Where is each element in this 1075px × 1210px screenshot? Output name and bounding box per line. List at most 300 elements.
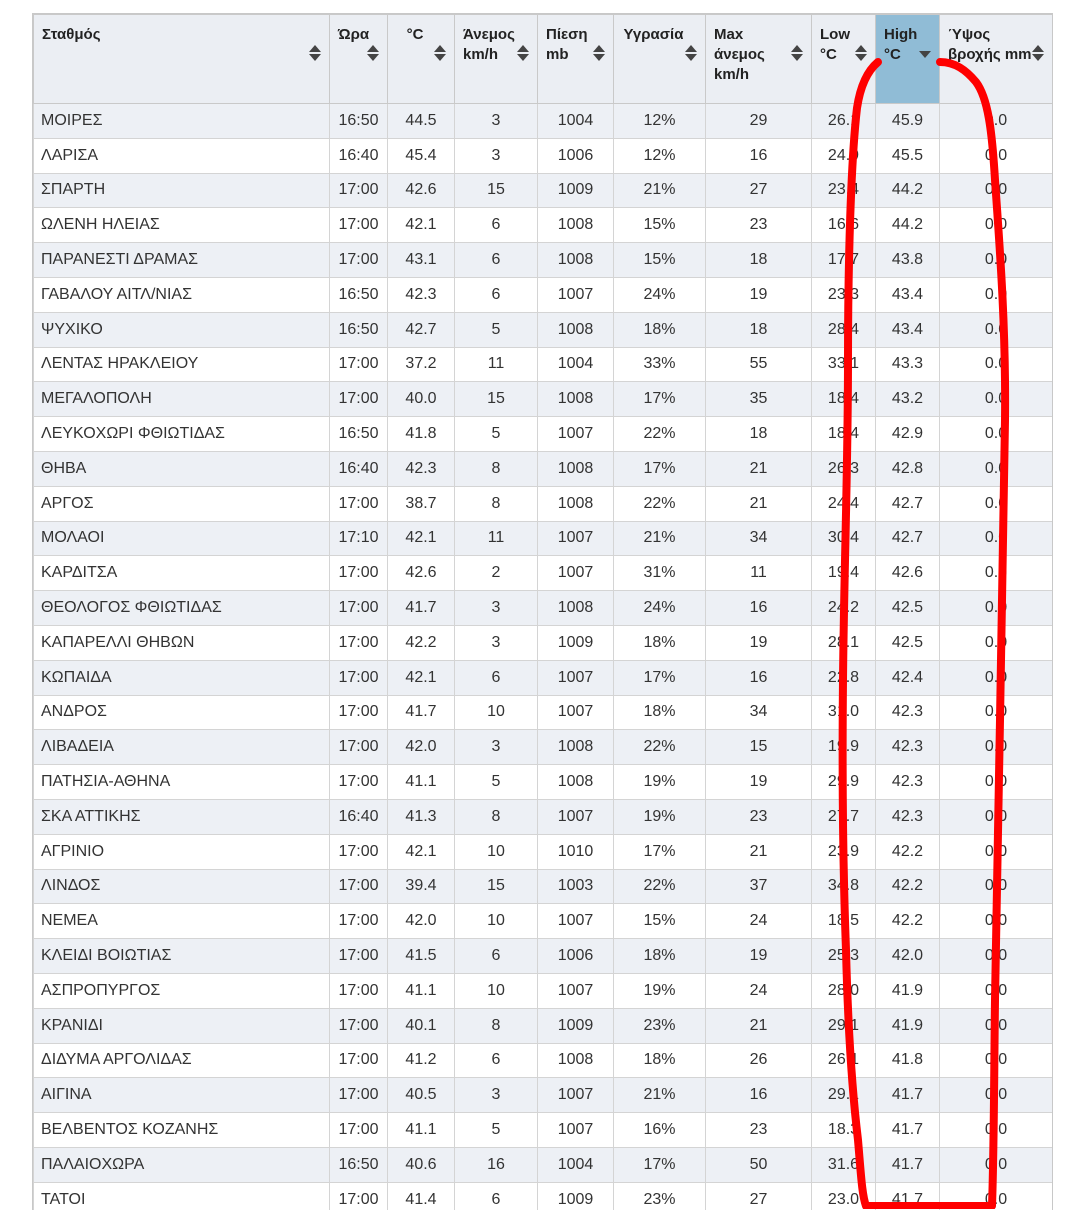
cell-pressure: 1004 [538, 1147, 614, 1182]
cell-rain: 0.0 [940, 625, 1053, 660]
cell-low: 28.4 [812, 312, 876, 347]
cell-rain: 0.0 [940, 904, 1053, 939]
cell-rain: 0.0 [940, 799, 1053, 834]
cell-max-wind: 16 [706, 660, 812, 695]
cell-humidity: 16% [614, 1113, 706, 1148]
cell-temp: 41.5 [388, 939, 455, 974]
sort-icon [434, 45, 446, 63]
table-row [34, 173, 1053, 208]
cell-high: 41.8 [876, 1043, 940, 1078]
cell-wind: 5 [455, 765, 538, 800]
cell-low: 29.1 [812, 1008, 876, 1043]
cell-temp: 41.7 [388, 695, 455, 730]
cell-max-wind: 18 [706, 417, 812, 452]
cell-station: ΜΟΛΑΟΙ [34, 521, 330, 556]
cell-station: ΔΙΔΥΜΑ ΑΡΓΟΛΙΔΑΣ [34, 1043, 330, 1078]
cell-max-wind: 27 [706, 173, 812, 208]
table-row [34, 347, 1053, 382]
cell-time: 16:40 [330, 451, 388, 486]
cell-rain: 0.0 [940, 138, 1053, 173]
table-row [34, 208, 1053, 243]
column-header-temp[interactable] [388, 15, 455, 104]
cell-high: 41.9 [876, 973, 940, 1008]
weather-stations-table-container [32, 13, 1053, 1210]
cell-humidity: 21% [614, 1078, 706, 1113]
cell-time: 17:00 [330, 382, 388, 417]
cell-time: 17:00 [330, 660, 388, 695]
cell-max-wind: 19 [706, 625, 812, 660]
sort-icon [685, 45, 697, 63]
cell-wind: 15 [455, 382, 538, 417]
cell-time: 16:50 [330, 312, 388, 347]
table-row [34, 730, 1053, 765]
cell-station: ΑΣΠΡΟΠΥΡΓΟΣ [34, 973, 330, 1008]
cell-pressure: 1007 [538, 277, 614, 312]
cell-high: 41.7 [876, 1113, 940, 1148]
table-row [34, 695, 1053, 730]
cell-humidity: 19% [614, 973, 706, 1008]
table-row [34, 939, 1053, 974]
cell-wind: 6 [455, 208, 538, 243]
cell-pressure: 1006 [538, 138, 614, 173]
cell-station: ΒΕΛΒΕΝΤΟΣ ΚΟΖΑΝΗΣ [34, 1113, 330, 1148]
table-row [34, 382, 1053, 417]
cell-wind: 11 [455, 347, 538, 382]
cell-time: 16:50 [330, 417, 388, 452]
cell-station: ΜΟΙΡΕΣ [34, 104, 330, 139]
cell-rain: 0.0 [940, 834, 1053, 869]
cell-pressure: 1004 [538, 347, 614, 382]
cell-low: 22.8 [812, 660, 876, 695]
cell-humidity: 31% [614, 556, 706, 591]
cell-pressure: 1008 [538, 591, 614, 626]
cell-max-wind: 34 [706, 695, 812, 730]
cell-station: ΠΑΛΑΙΟΧΩΡΑ [34, 1147, 330, 1182]
cell-max-wind: 23 [706, 208, 812, 243]
cell-high: 43.4 [876, 312, 940, 347]
column-header-max-wind[interactable] [706, 15, 812, 104]
cell-low: 28.0 [812, 973, 876, 1008]
cell-temp: 45.4 [388, 138, 455, 173]
cell-pressure: 1008 [538, 208, 614, 243]
cell-low: 19.4 [812, 556, 876, 591]
cell-max-wind: 35 [706, 382, 812, 417]
cell-low: 27.7 [812, 799, 876, 834]
cell-rain: 0.0 [940, 521, 1053, 556]
cell-max-wind: 23 [706, 1113, 812, 1148]
cell-station: ΚΑΠΑΡΕΛΛΙ ΘΗΒΩΝ [34, 625, 330, 660]
cell-station: ΛΙΒΑΔΕΙΑ [34, 730, 330, 765]
cell-max-wind: 16 [706, 591, 812, 626]
cell-rain: 0.0 [940, 1182, 1053, 1210]
cell-wind: 6 [455, 1043, 538, 1078]
cell-pressure: 1008 [538, 243, 614, 278]
cell-high: 42.2 [876, 904, 940, 939]
cell-time: 16:40 [330, 138, 388, 173]
cell-high: 45.5 [876, 138, 940, 173]
cell-station: ΠΑΤΗΣΙΑ-ΑΘΗΝΑ [34, 765, 330, 800]
cell-temp: 39.4 [388, 869, 455, 904]
cell-wind: 15 [455, 173, 538, 208]
cell-rain: 0.0 [940, 1043, 1053, 1078]
cell-pressure: 1007 [538, 417, 614, 452]
cell-low: 33.1 [812, 347, 876, 382]
cell-rain: 0.0 [940, 486, 1053, 521]
cell-pressure: 1003 [538, 869, 614, 904]
sort-icon [1032, 45, 1044, 63]
cell-low: 26.3 [812, 451, 876, 486]
cell-rain: 0.0 [940, 312, 1053, 347]
cell-max-wind: 19 [706, 939, 812, 974]
cell-pressure: 1007 [538, 799, 614, 834]
cell-pressure: 1008 [538, 486, 614, 521]
cell-pressure: 1008 [538, 312, 614, 347]
column-header-label: Σταθμός [42, 25, 323, 45]
table-row [34, 243, 1053, 278]
cell-low: 18.4 [812, 382, 876, 417]
cell-pressure: 1008 [538, 1043, 614, 1078]
cell-pressure: 1007 [538, 695, 614, 730]
cell-rain: 0.0 [940, 173, 1053, 208]
cell-rain: 0.0 [940, 765, 1053, 800]
cell-temp: 41.4 [388, 1182, 455, 1210]
column-header-station[interactable] [34, 15, 330, 104]
cell-max-wind: 19 [706, 765, 812, 800]
cell-high: 42.3 [876, 799, 940, 834]
sort-icon [855, 45, 867, 63]
column-header-pressure[interactable] [538, 15, 614, 104]
cell-low: 17.7 [812, 243, 876, 278]
cell-high: 42.3 [876, 765, 940, 800]
cell-max-wind: 37 [706, 869, 812, 904]
cell-time: 16:40 [330, 799, 388, 834]
cell-temp: 40.0 [388, 382, 455, 417]
cell-max-wind: 24 [706, 904, 812, 939]
cell-wind: 2 [455, 556, 538, 591]
cell-station: ΤΑΤΟΙ [34, 1182, 330, 1210]
cell-rain: 0.0 [940, 347, 1053, 382]
cell-temp: 42.1 [388, 660, 455, 695]
cell-temp: 42.3 [388, 277, 455, 312]
cell-humidity: 15% [614, 243, 706, 278]
weather-stations-table [33, 14, 1053, 1210]
table-row [34, 1008, 1053, 1043]
cell-low: 18.3 [812, 1113, 876, 1148]
cell-high: 42.0 [876, 939, 940, 974]
cell-temp: 41.2 [388, 1043, 455, 1078]
cell-humidity: 22% [614, 869, 706, 904]
cell-temp: 41.1 [388, 765, 455, 800]
cell-station: ΠΑΡΑΝΕΣΤΙ ΔΡΑΜΑΣ [34, 243, 330, 278]
column-header-label: Πίεση mb [546, 25, 607, 65]
cell-rain: 0.0 [940, 939, 1053, 974]
cell-station: ΘΕΟΛΟΓΟΣ ΦΘΙΩΤΙΔΑΣ [34, 591, 330, 626]
table-row [34, 660, 1053, 695]
cell-time: 17:00 [330, 243, 388, 278]
cell-humidity: 19% [614, 765, 706, 800]
cell-wind: 3 [455, 591, 538, 626]
table-row [34, 521, 1053, 556]
cell-temp: 42.0 [388, 904, 455, 939]
cell-low: 26.1 [812, 104, 876, 139]
table-row [34, 312, 1053, 347]
cell-humidity: 17% [614, 1147, 706, 1182]
table-row [34, 591, 1053, 626]
cell-humidity: 24% [614, 277, 706, 312]
cell-rain: 0.0 [940, 556, 1053, 591]
column-header-humidity[interactable] [614, 15, 706, 104]
cell-temp: 42.6 [388, 173, 455, 208]
table-row [34, 104, 1053, 139]
cell-temp: 41.8 [388, 417, 455, 452]
cell-humidity: 21% [614, 521, 706, 556]
cell-max-wind: 55 [706, 347, 812, 382]
column-header-label: Ύψος βροχής mm [948, 25, 1046, 65]
column-header-wind[interactable] [455, 15, 538, 104]
cell-max-wind: 21 [706, 486, 812, 521]
cell-humidity: 17% [614, 834, 706, 869]
sort-icon [593, 45, 605, 63]
header-row [34, 15, 1053, 104]
column-header-label: Low °C [820, 25, 869, 65]
cell-max-wind: 26 [706, 1043, 812, 1078]
table-row [34, 486, 1053, 521]
table-body [34, 104, 1053, 1210]
cell-pressure: 1009 [538, 173, 614, 208]
cell-station: ΨΥΧΙΚΟ [34, 312, 330, 347]
sort-icon [309, 45, 321, 63]
cell-time: 17:00 [330, 1043, 388, 1078]
cell-humidity: 17% [614, 451, 706, 486]
cell-station: ΛΑΡΙΣΑ [34, 138, 330, 173]
cell-pressure: 1009 [538, 1008, 614, 1043]
cell-max-wind: 18 [706, 312, 812, 347]
cell-time: 17:00 [330, 208, 388, 243]
cell-rain: 0.0 [940, 730, 1053, 765]
column-header-rain[interactable] [940, 15, 1053, 104]
cell-low: 31.0 [812, 695, 876, 730]
cell-humidity: 18% [614, 695, 706, 730]
cell-wind: 16 [455, 1147, 538, 1182]
cell-rain: 0.0 [940, 591, 1053, 626]
cell-station: ΚΩΠΑΙΔΑ [34, 660, 330, 695]
cell-wind: 8 [455, 1008, 538, 1043]
table-row [34, 765, 1053, 800]
cell-max-wind: 15 [706, 730, 812, 765]
cell-wind: 15 [455, 869, 538, 904]
cell-station: ΑΝΔΡΟΣ [34, 695, 330, 730]
table-row [34, 1043, 1053, 1078]
cell-humidity: 33% [614, 347, 706, 382]
cell-low: 30.4 [812, 521, 876, 556]
cell-high: 42.3 [876, 695, 940, 730]
cell-temp: 42.7 [388, 312, 455, 347]
cell-wind: 3 [455, 730, 538, 765]
cell-rain: 0.0 [940, 277, 1053, 312]
sort-icon [367, 45, 379, 63]
cell-high: 43.3 [876, 347, 940, 382]
cell-humidity: 24% [614, 591, 706, 626]
cell-temp: 41.1 [388, 973, 455, 1008]
cell-station: ΛΕΝΤΑΣ ΗΡΑΚΛΕΙΟΥ [34, 347, 330, 382]
cell-high: 41.7 [876, 1182, 940, 1210]
cell-temp: 42.1 [388, 521, 455, 556]
cell-pressure: 1007 [538, 521, 614, 556]
cell-humidity: 17% [614, 660, 706, 695]
cell-humidity: 22% [614, 417, 706, 452]
cell-high: 42.5 [876, 625, 940, 660]
cell-time: 16:50 [330, 277, 388, 312]
cell-rain: 0.0 [940, 695, 1053, 730]
cell-time: 17:00 [330, 730, 388, 765]
cell-high: 41.9 [876, 1008, 940, 1043]
cell-rain: 0.0 [940, 1078, 1053, 1113]
cell-humidity: 18% [614, 939, 706, 974]
cell-low: 18.5 [812, 904, 876, 939]
cell-station: ΣΚΑ ΑΤΤΙΚΗΣ [34, 799, 330, 834]
cell-low: 18.4 [812, 417, 876, 452]
cell-humidity: 15% [614, 208, 706, 243]
cell-high: 41.7 [876, 1078, 940, 1113]
cell-station: ΑΡΓΟΣ [34, 486, 330, 521]
cell-wind: 6 [455, 939, 538, 974]
sort-descending-icon [919, 45, 931, 63]
cell-high: 42.2 [876, 869, 940, 904]
cell-humidity: 18% [614, 625, 706, 660]
table-row [34, 277, 1053, 312]
cell-wind: 10 [455, 695, 538, 730]
table-row [34, 834, 1053, 869]
cell-wind: 6 [455, 660, 538, 695]
cell-rain: 0.0 [940, 660, 1053, 695]
cell-pressure: 1007 [538, 1078, 614, 1113]
cell-pressure: 1008 [538, 382, 614, 417]
cell-station: ΚΛΕΙΔΙ ΒΟΙΩΤΙΑΣ [34, 939, 330, 974]
cell-rain: 0.0 [940, 1147, 1053, 1182]
cell-rain: 0.0 [940, 243, 1053, 278]
cell-high: 42.7 [876, 486, 940, 521]
cell-pressure: 1007 [538, 660, 614, 695]
cell-time: 17:00 [330, 1078, 388, 1113]
sort-icon [791, 45, 803, 63]
cell-rain: 0.0 [940, 869, 1053, 904]
cell-max-wind: 11 [706, 556, 812, 591]
cell-humidity: 12% [614, 104, 706, 139]
column-header-label: Max άνεμος km/h [714, 25, 805, 85]
cell-max-wind: 27 [706, 1182, 812, 1210]
cell-low: 29.9 [812, 765, 876, 800]
cell-pressure: 1008 [538, 765, 614, 800]
table-row [34, 556, 1053, 591]
cell-temp: 42.3 [388, 451, 455, 486]
cell-high: 41.7 [876, 1147, 940, 1182]
cell-pressure: 1004 [538, 104, 614, 139]
cell-station: ΝΕΜΕΑ [34, 904, 330, 939]
column-header-time[interactable] [330, 15, 388, 104]
table-row [34, 138, 1053, 173]
cell-temp: 42.6 [388, 556, 455, 591]
column-header-low[interactable] [812, 15, 876, 104]
cell-low: 28.1 [812, 625, 876, 660]
cell-high: 42.4 [876, 660, 940, 695]
cell-wind: 3 [455, 1078, 538, 1113]
cell-low: 23.3 [812, 277, 876, 312]
cell-pressure: 1009 [538, 1182, 614, 1210]
cell-station: ΑΙΓΙΝΑ [34, 1078, 330, 1113]
cell-max-wind: 34 [706, 521, 812, 556]
cell-humidity: 15% [614, 904, 706, 939]
cell-wind: 6 [455, 1182, 538, 1210]
cell-time: 17:00 [330, 556, 388, 591]
cell-low: 23.0 [812, 1182, 876, 1210]
cell-time: 17:00 [330, 765, 388, 800]
table-row [34, 869, 1053, 904]
cell-max-wind: 24 [706, 973, 812, 1008]
cell-humidity: 22% [614, 486, 706, 521]
cell-wind: 6 [455, 277, 538, 312]
cell-low: 19.9 [812, 730, 876, 765]
cell-wind: 3 [455, 138, 538, 173]
cell-rain: 0.0 [940, 1008, 1053, 1043]
cell-wind: 10 [455, 973, 538, 1008]
cell-station: ΚΡΑΝΙΔΙ [34, 1008, 330, 1043]
cell-low: 34.8 [812, 869, 876, 904]
cell-station: ΛΕΥΚΟΧΩΡΙ ΦΘΙΩΤΙΔΑΣ [34, 417, 330, 452]
cell-time: 17:10 [330, 521, 388, 556]
cell-high: 44.2 [876, 208, 940, 243]
cell-wind: 3 [455, 104, 538, 139]
cell-high: 42.9 [876, 417, 940, 452]
cell-high: 42.5 [876, 591, 940, 626]
cell-wind: 11 [455, 521, 538, 556]
cell-time: 17:00 [330, 347, 388, 382]
cell-low: 23.4 [812, 173, 876, 208]
cell-high: 43.8 [876, 243, 940, 278]
cell-max-wind: 21 [706, 1008, 812, 1043]
cell-temp: 42.2 [388, 625, 455, 660]
cell-rain: 0.0 [940, 382, 1053, 417]
column-header-high[interactable] [876, 15, 940, 104]
cell-low: 29.1 [812, 1078, 876, 1113]
cell-low: 23.9 [812, 834, 876, 869]
cell-low: 25.3 [812, 939, 876, 974]
table-row [34, 1113, 1053, 1148]
cell-rain: 0.0 [940, 417, 1053, 452]
table-row [34, 904, 1053, 939]
cell-station: ΓΑΒΑΛΟΥ ΑΙΤΛ/ΝΙΑΣ [34, 277, 330, 312]
cell-pressure: 1008 [538, 451, 614, 486]
cell-pressure: 1007 [538, 1113, 614, 1148]
table-row [34, 1182, 1053, 1210]
cell-low: 24.4 [812, 486, 876, 521]
table-row [34, 799, 1053, 834]
column-header-label: High °C [884, 25, 933, 65]
table-row [34, 1147, 1053, 1182]
cell-max-wind: 21 [706, 451, 812, 486]
cell-temp: 42.0 [388, 730, 455, 765]
cell-time: 17:00 [330, 1182, 388, 1210]
cell-low: 24.2 [812, 591, 876, 626]
cell-station: ΣΠΑΡΤΗ [34, 173, 330, 208]
cell-wind: 10 [455, 834, 538, 869]
cell-humidity: 18% [614, 1043, 706, 1078]
cell-wind: 5 [455, 417, 538, 452]
column-header-label: Υγρασία [622, 25, 699, 45]
cell-high: 44.2 [876, 173, 940, 208]
cell-pressure: 1007 [538, 556, 614, 591]
cell-wind: 5 [455, 1113, 538, 1148]
cell-wind: 6 [455, 243, 538, 278]
